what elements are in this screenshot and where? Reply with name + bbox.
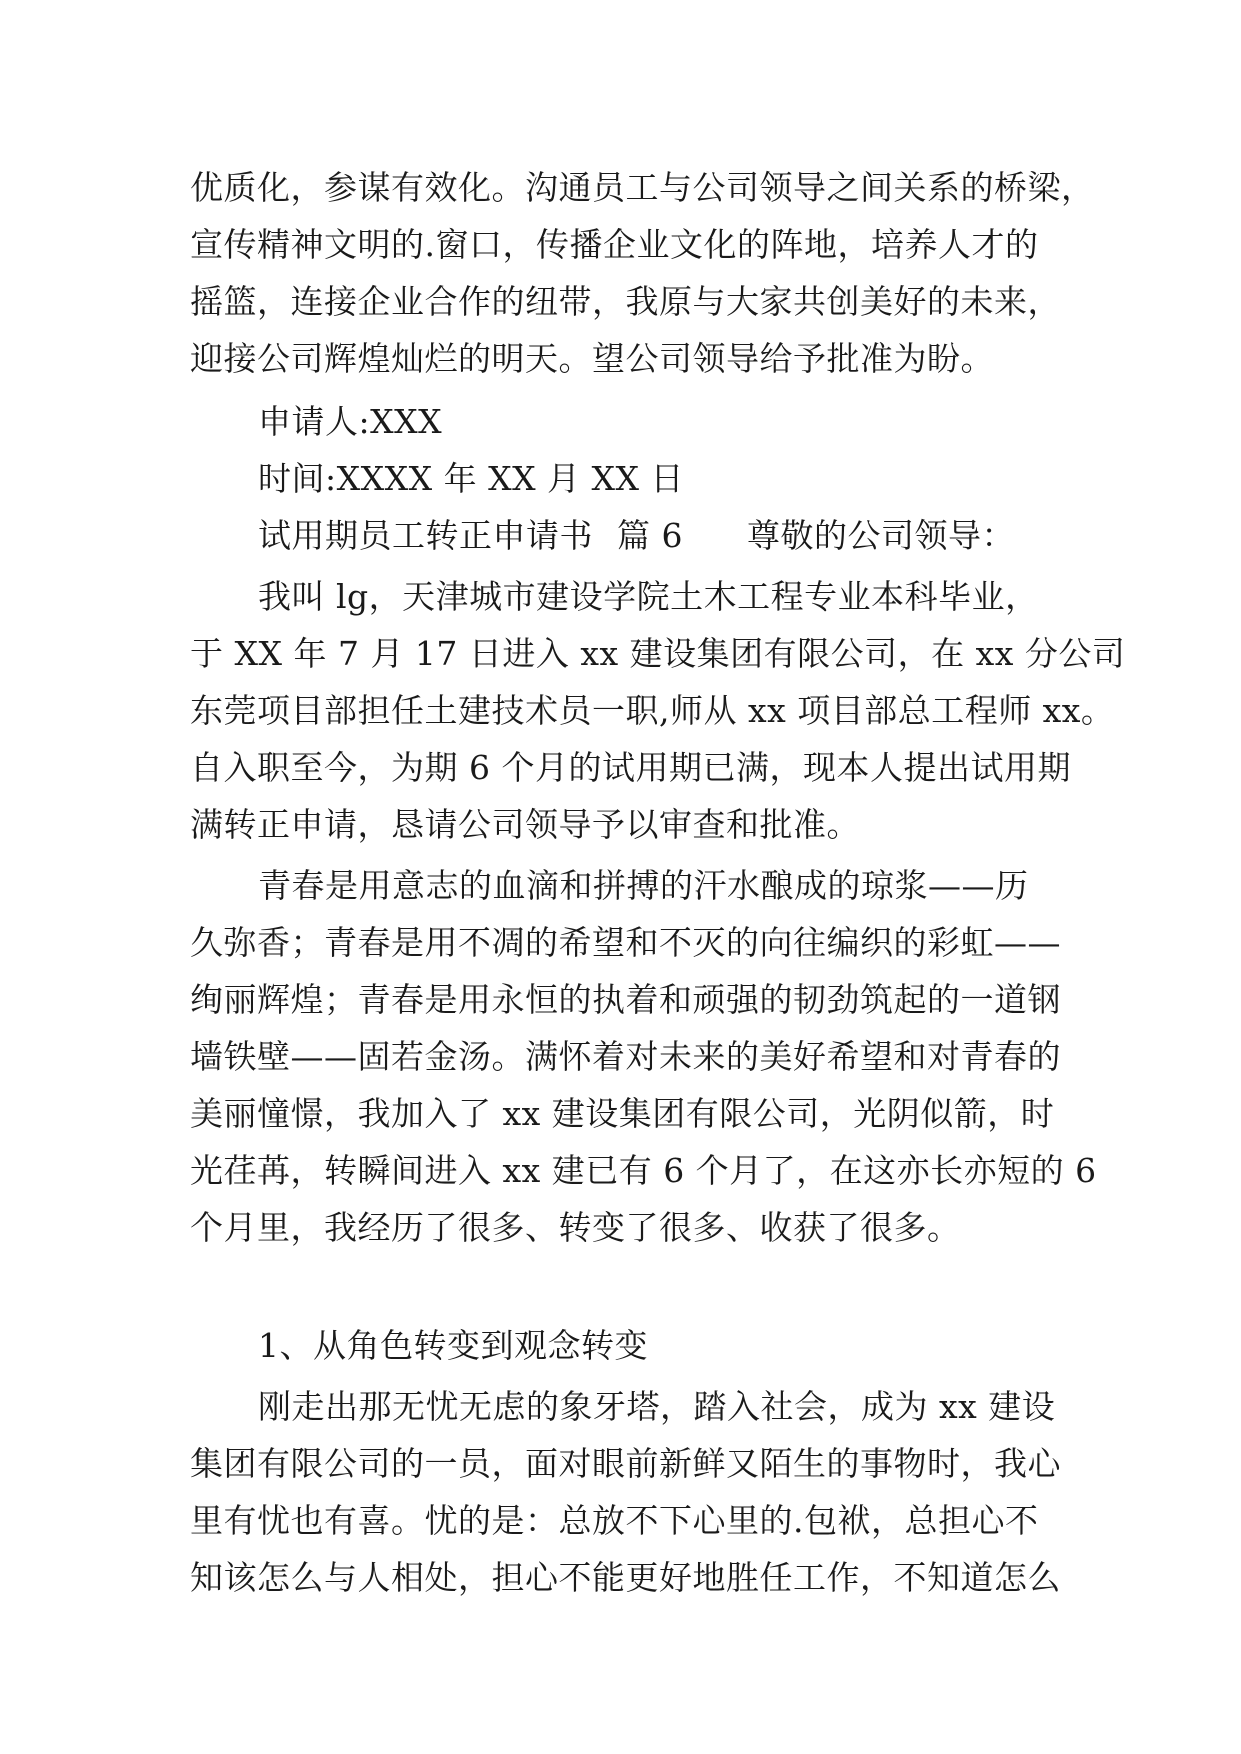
paragraph-line: 光荏苒，转瞬间进入 xx 建已有 6 个月了，在这亦长亦短的 6: [190, 1151, 1097, 1190]
text-line: 宣传精神文明的.窗口，传播企业文化的阵地，培养人才的: [190, 225, 1039, 264]
paragraph-line: 刚走出那无忧无虑的象牙塔，踏入社会，成为 xx 建设: [258, 1387, 1056, 1426]
text-line: 迎接公司辉煌灿烂的明天。望公司领导给予批准为盼。: [190, 339, 994, 378]
paragraph-line: 自入职至今，为期 6 个月的试用期已满，现本人提出试用期: [190, 748, 1071, 787]
paragraph-line: 青春是用意志的血滴和拼搏的汗水酿成的琼浆——历: [258, 866, 1029, 905]
paragraph-line: 久弥香；青春是用不凋的希望和不灭的向往编织的彩虹——: [190, 923, 1061, 962]
paragraph-line: 个月里，我经历了很多、转变了很多、收获了很多。: [190, 1208, 961, 1247]
paragraph-line: 里有忧也有喜。忧的是：总放不下心里的.包袱，总担心不: [190, 1501, 1039, 1540]
heading-title: 试用期员工转正申请书: [258, 516, 593, 555]
applicant-line: 申请人:XXX: [258, 402, 443, 441]
paragraph-line: 我叫 lg，天津城市建设学院土木工程专业本科毕业，: [258, 577, 1039, 616]
paragraph-line: 墙铁壁——固若金汤。满怀着对未来的美好希望和对青春的: [190, 1037, 1061, 1076]
text-line: 优质化，参谋有效化。沟通员工与公司领导之间关系的桥梁，: [190, 168, 1095, 207]
subsection-heading: 1、从角色转变到观念转变: [258, 1326, 648, 1365]
paragraph-line: 集团有限公司的一员，面对眼前新鲜又陌生的事物时，我心: [190, 1444, 1061, 1483]
section-heading: [258, 516, 1015, 556]
paragraph-line: 知该怎么与人相处，担心不能更好地胜任工作，不知道怎么: [190, 1558, 1061, 1597]
paragraph-line: 于 XX 年 7 月 17 日进入 xx 建设集团有限公司，在 xx 分公司: [190, 634, 1126, 673]
salutation: 尊敬的公司领导：: [747, 516, 1015, 555]
paragraph-line: 绚丽辉煌；青春是用永恒的执着和顽强的韧劲筑起的一道钢: [190, 980, 1061, 1019]
heading-part: 篇 6: [617, 516, 683, 555]
text-line: 摇篮，连接企业合作的纽带，我原与大家共创美好的未来，: [190, 282, 1061, 321]
paragraph-line: 东莞项目部担任土建技术员一职,师从 xx 项目部总工程师 xx。: [190, 691, 1115, 730]
paragraph-line: 美丽憧憬，我加入了 xx 建设集团有限公司，光阴似箭，时: [190, 1094, 1055, 1133]
paragraph-line: 满转正申请，恳请公司领导予以审查和批准。: [190, 805, 860, 844]
date-line: 时间:XXXX 年 XX 月 XX 日: [258, 459, 685, 498]
